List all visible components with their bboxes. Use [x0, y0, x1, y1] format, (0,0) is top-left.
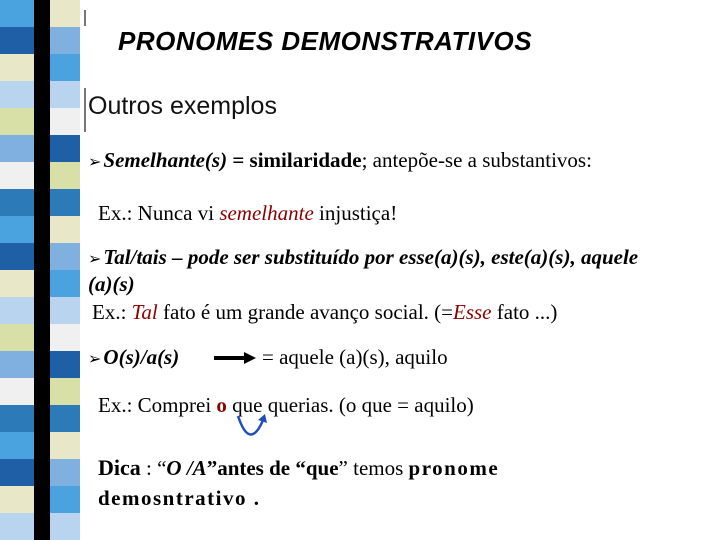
strip-cell: [50, 135, 80, 162]
strip-row: [0, 27, 80, 54]
tip-que: que: [305, 456, 339, 480]
tip-label: Dica: [98, 455, 141, 480]
bullet-item-tal: [88, 245, 638, 270]
strip-cell: [34, 81, 50, 108]
strip-cell: [50, 54, 80, 81]
strip-cell: [50, 0, 80, 27]
strip-cell: [34, 27, 50, 54]
strip-row: [0, 135, 80, 162]
bullet-item-semelhante: [88, 148, 592, 173]
strip-cell: [0, 243, 34, 270]
item1-rest: ; antepõe-se a substantivos:: [361, 148, 592, 172]
strip-cell: [34, 135, 50, 162]
strip-cell: [0, 189, 34, 216]
strip-cell: [0, 486, 34, 513]
strip-row: [0, 486, 80, 513]
strip-cell: [0, 0, 34, 27]
example-semelhante: [98, 201, 397, 226]
tip-pronome: pronome: [408, 456, 500, 480]
term-o: O(s)/a(s): [103, 345, 180, 369]
strip-cell: [0, 54, 34, 81]
strip-cell: [34, 351, 50, 378]
strip-cell: [50, 459, 80, 486]
tip-mid: ”antes de “: [206, 456, 306, 480]
strip-row: [0, 459, 80, 486]
ex1-suffix: injustiça!: [313, 201, 398, 225]
strip-cell: [0, 432, 34, 459]
strip-cell: [0, 108, 34, 135]
ex3-suffix: que querias. (o que = aquilo): [226, 393, 474, 417]
right-arrow-icon: [214, 350, 258, 366]
strip-cell: [50, 162, 80, 189]
strip-cell: [50, 297, 80, 324]
ex1-prefix: Ex.: Nunca vi: [98, 201, 220, 225]
ex2-esse: Esse: [453, 300, 492, 324]
strip-cell: [34, 0, 50, 27]
strip-row: [0, 189, 80, 216]
example-tal: [92, 300, 557, 325]
strip-cell: [34, 162, 50, 189]
strip-row: [0, 270, 80, 297]
strip-row: [0, 0, 80, 27]
arrow-bullet-icon: ➢: [88, 152, 102, 171]
strip-cell: [34, 270, 50, 297]
strip-cell: [50, 108, 80, 135]
strip-cell: [50, 189, 80, 216]
item2-line1: Tal/tais – pode ser substituído por esse(a)(s), este(a)(s), aquele: [103, 245, 639, 269]
strip-cell: [0, 81, 34, 108]
item2-line2: (a)(s): [88, 272, 135, 296]
strip-cell: [34, 297, 50, 324]
ex1-highlight: semelhante: [219, 201, 314, 225]
tip-line: [98, 455, 499, 481]
ex2-tal: Tal: [131, 300, 158, 324]
strip-row: [0, 81, 80, 108]
strip-cell: [34, 486, 50, 513]
tip-term: O /A: [166, 456, 207, 480]
strip-cell: [34, 324, 50, 351]
strip-row: [0, 216, 80, 243]
strip-cell: [50, 432, 80, 459]
slide-subtitle: Outros exemplos: [88, 92, 277, 120]
subtitle-divider: [84, 88, 86, 132]
strip-cell: [50, 486, 80, 513]
term-semelhante: Semelhante(s): [103, 148, 228, 172]
item3-equals: = aquele (a)(s), aquilo: [262, 345, 448, 369]
strip-row: [0, 513, 80, 540]
strip-cell: [34, 243, 50, 270]
example-o: [98, 393, 474, 418]
strip-cell: [0, 459, 34, 486]
strip-cell: [50, 378, 80, 405]
strip-cell: [50, 216, 80, 243]
ex2-mid: fato é um grande avanço social. (=: [157, 300, 453, 324]
strip-cell: [34, 216, 50, 243]
strip-cell: [0, 324, 34, 351]
strip-cell: [50, 81, 80, 108]
ex3-o: o: [216, 393, 227, 417]
ex2-prefix: Ex.:: [92, 300, 132, 324]
strip-cell: [34, 513, 50, 540]
strip-cell: [50, 351, 80, 378]
strip-row: [0, 378, 80, 405]
strip-row: [0, 405, 80, 432]
strip-row: [0, 351, 80, 378]
strip-row: [0, 162, 80, 189]
strip-cell: [0, 162, 34, 189]
equals-similaridade: = similaridade: [227, 148, 362, 172]
strip-cell: [50, 270, 80, 297]
strip-row: [0, 243, 80, 270]
strip-row: [0, 54, 80, 81]
tip-end: ” temos: [338, 456, 409, 480]
tip-colon: : “: [140, 456, 167, 480]
strip-cell: [0, 513, 34, 540]
strip-cell: [50, 405, 80, 432]
strip-row: [0, 432, 80, 459]
ex3-prefix: Ex.: Comprei: [98, 393, 217, 417]
tip-line2: demosntrativo .: [98, 486, 261, 510]
strip-cell: [34, 459, 50, 486]
slide-title: PRONOMES DEMONSTRATIVOS: [118, 26, 533, 56]
strip-cell: [0, 27, 34, 54]
arrow-bullet-icon: ➢: [88, 249, 102, 268]
strip-cell: [0, 297, 34, 324]
strip-row: [0, 108, 80, 135]
strip-cell: [0, 351, 34, 378]
strip-cell: [34, 405, 50, 432]
strip-cell: [0, 405, 34, 432]
arrow-bullet-icon: ➢: [88, 349, 102, 368]
strip-cell: [34, 189, 50, 216]
strip-cell: [34, 54, 50, 81]
strip-cell: [50, 243, 80, 270]
strip-cell: [0, 135, 34, 162]
strip-cell: [50, 324, 80, 351]
curved-arrow-icon: [230, 412, 272, 442]
strip-cell: [50, 513, 80, 540]
strip-cell: [0, 270, 34, 297]
strip-cell: [0, 216, 34, 243]
bullet-item-o: [88, 345, 179, 370]
strip-cell: [34, 378, 50, 405]
title-divider: [84, 10, 86, 26]
decorative-strip: [0, 0, 80, 540]
strip-cell: [0, 378, 34, 405]
strip-cell: [34, 108, 50, 135]
ex2-end: fato ...): [491, 300, 558, 324]
strip-row: [0, 297, 80, 324]
strip-cell: [50, 27, 80, 54]
strip-row: [0, 324, 80, 351]
strip-cell: [34, 432, 50, 459]
